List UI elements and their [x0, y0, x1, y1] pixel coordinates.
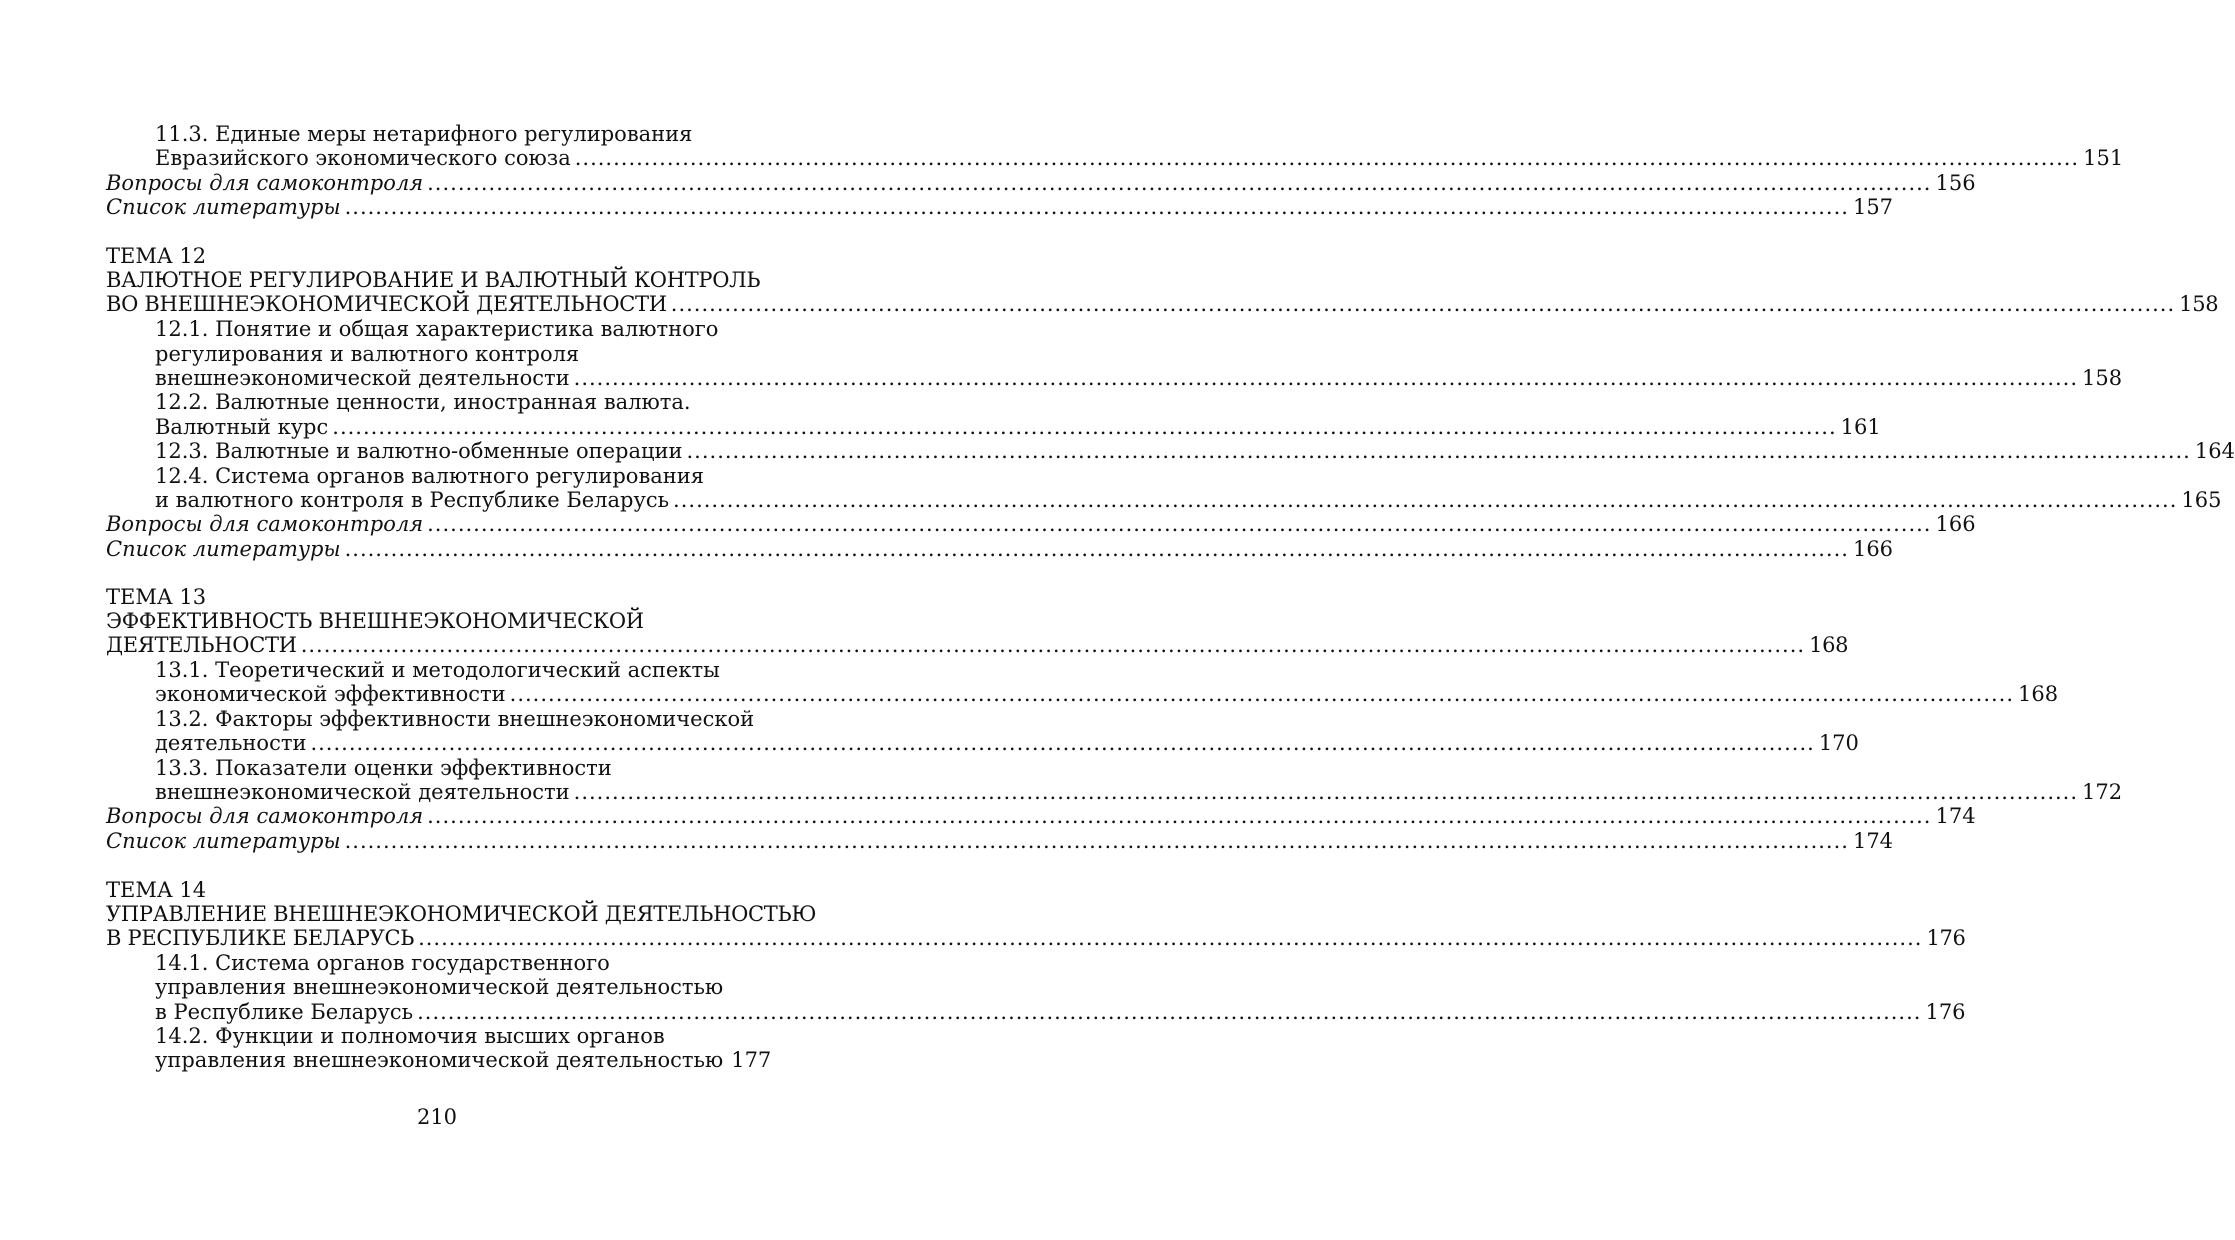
page-number: 177: [731, 1048, 772, 1072]
toc-entry-text: внешнеэкономической деятельности: [155, 780, 570, 804]
toc-entry-text: внешнеэкономической деятельности: [155, 366, 570, 390]
leader-dots: [345, 828, 1849, 854]
page-number: 156: [1935, 171, 1976, 195]
toc-entry-theme[interactable]: [106, 632, 1849, 658]
leader-dots: [310, 730, 1814, 756]
leader-dots: [574, 365, 2078, 391]
toc-entry-references[interactable]: [106, 828, 1894, 854]
leader-dots: [427, 511, 1931, 537]
toc-entry-text: Евразийского экономического союза: [155, 146, 571, 170]
toc-subsection-title: регулирования и валютного контроля: [155, 342, 580, 366]
leader-dots: [673, 487, 2177, 513]
toc-entry-text: ДЕЯТЕЛЬНОСТИ: [106, 633, 297, 657]
page-number: 165: [2181, 488, 2222, 512]
leader-dots: [332, 414, 1836, 440]
page-number: 158: [2179, 292, 2219, 316]
toc-entry[interactable]: [155, 999, 1966, 1025]
toc-subsection-title: 13.1. Теоретический и методологический аспекты: [155, 658, 720, 682]
toc-entry-references[interactable]: [106, 194, 1894, 220]
theme-label: ТЕМА 14: [106, 878, 207, 902]
toc-entry-text: Список литературы: [106, 537, 341, 561]
leader-dots: [417, 999, 1921, 1025]
page-number: 170: [1818, 731, 1859, 755]
toc-entry-text: 12.3. Валютные и валютно-обменные операции: [155, 439, 683, 463]
toc-entry[interactable]: [155, 779, 2123, 805]
toc-entry-text: Вопросы для самоконтроля: [106, 804, 424, 828]
page-number: 174: [1852, 829, 1894, 853]
toc-entry-text: в Республике Беларусь: [155, 1000, 414, 1024]
theme-title: ВАЛЮТНОЕ РЕГУЛИРОВАНИЕ И ВАЛЮТНЫЙ КОНТРОЛЬ: [106, 268, 761, 292]
page-number: 168: [1809, 633, 1849, 657]
toc-entry-questions[interactable]: [106, 170, 1976, 196]
toc-entry-text: и валютного контроля в Республике Беларусь: [155, 488, 670, 512]
toc-subsection-title: 12.4. Система органов валютного регулирования: [155, 464, 705, 488]
toc-entry[interactable]: [155, 487, 2222, 513]
theme-label: ТЕМА 12: [106, 244, 207, 268]
page-number: 161: [1840, 415, 1881, 439]
page-number: 168: [2018, 682, 2059, 706]
toc-entry-text: Вопросы для самоконтроля: [106, 512, 424, 536]
page-number: 166: [1935, 512, 1976, 536]
theme-title: ЭФФЕКТИВНОСТЬ ВНЕШНЕЭКОНОМИЧЕСКОЙ: [106, 609, 644, 633]
toc-entry-text: Список литературы: [106, 195, 341, 219]
leader-dots: [301, 632, 1805, 658]
page-number: 176: [1925, 1000, 1966, 1024]
toc-entry-questions[interactable]: [106, 511, 1976, 537]
page-number: 158: [2082, 366, 2123, 390]
toc-entry-theme[interactable]: [106, 925, 1966, 951]
toc-entry-questions[interactable]: [106, 803, 1976, 829]
toc-entry-text: управления внешнеэкономической деятельностью: [155, 1048, 724, 1072]
leader-dots: [671, 291, 2175, 317]
page-number: 172: [2082, 780, 2123, 804]
leader-dots: [345, 194, 1849, 220]
toc-entry-text: экономической эффективности: [155, 682, 506, 706]
page-number: 157: [1852, 195, 1894, 219]
toc-entry-references[interactable]: [106, 536, 1894, 562]
leader-dots: [575, 145, 2079, 171]
toc-subsection-title: управления внешнеэкономической деятельностью: [155, 975, 724, 999]
page-number: 166: [1852, 537, 1894, 561]
leader-dots: [427, 170, 1931, 196]
theme-label: ТЕМА 13: [106, 585, 207, 609]
toc-entry-text: Вопросы для самоконтроля: [106, 171, 424, 195]
toc-subsection-title: 14.2. Функции и полномочия высших органов: [155, 1024, 665, 1048]
toc-subsection-title: 12.1. Понятие и общая характеристика валютного: [155, 317, 719, 341]
leader-dots: [687, 438, 2191, 464]
toc-entry-text: В РЕСПУБЛИКЕ БЕЛАРУСЬ: [106, 926, 415, 950]
page-number: 151: [2083, 146, 2124, 170]
leader-dots: [427, 803, 1931, 829]
page-number: 174: [1935, 804, 1976, 828]
toc-entry[interactable]: [155, 438, 2235, 464]
toc-entry-text: деятельности: [155, 731, 307, 755]
toc-subsection-title: 13.3. Показатели оценки эффективности: [155, 756, 612, 780]
leader-dots: [510, 681, 2014, 707]
leader-dots: [574, 779, 2078, 805]
toc-entry[interactable]: [155, 365, 2123, 391]
page-folio: 210: [416, 1105, 458, 1129]
leader-dots: [418, 925, 1922, 951]
leader-dots: [345, 536, 1849, 562]
toc-subsection-title: 13.2. Факторы эффективности внешнеэкономической: [155, 707, 755, 731]
toc-entry[interactable]: [155, 1047, 772, 1073]
toc-entry[interactable]: [155, 145, 2124, 171]
toc-subsection-title: 11.3. Единые меры нетарифного регулирования: [155, 122, 693, 146]
theme-title: УПРАВЛЕНИЕ ВНЕШНЕЭКОНОМИЧЕСКОЙ ДЕЯТЕЛЬНОСТЬЮ: [106, 902, 817, 926]
toc-entry[interactable]: [155, 414, 1881, 440]
toc-subsection-title: 14.1. Система органов государственного: [155, 951, 610, 975]
page-number: 176: [1926, 926, 1966, 950]
toc-subsection-title: 12.2. Валютные ценности, иностранная валюта.: [155, 390, 691, 414]
toc-entry[interactable]: [155, 681, 2059, 707]
toc-entry-text: Список литературы: [106, 829, 341, 853]
toc-entry-text: ВО ВНЕШНЕЭКОНОМИЧЕСКОЙ ДЕЯТЕЛЬНОСТИ: [106, 292, 667, 316]
toc-entry-text: Валютный курс: [155, 415, 329, 439]
page-number: 164: [2194, 439, 2235, 463]
toc-entry-theme[interactable]: [106, 291, 2219, 317]
toc-entry[interactable]: [155, 730, 1859, 756]
